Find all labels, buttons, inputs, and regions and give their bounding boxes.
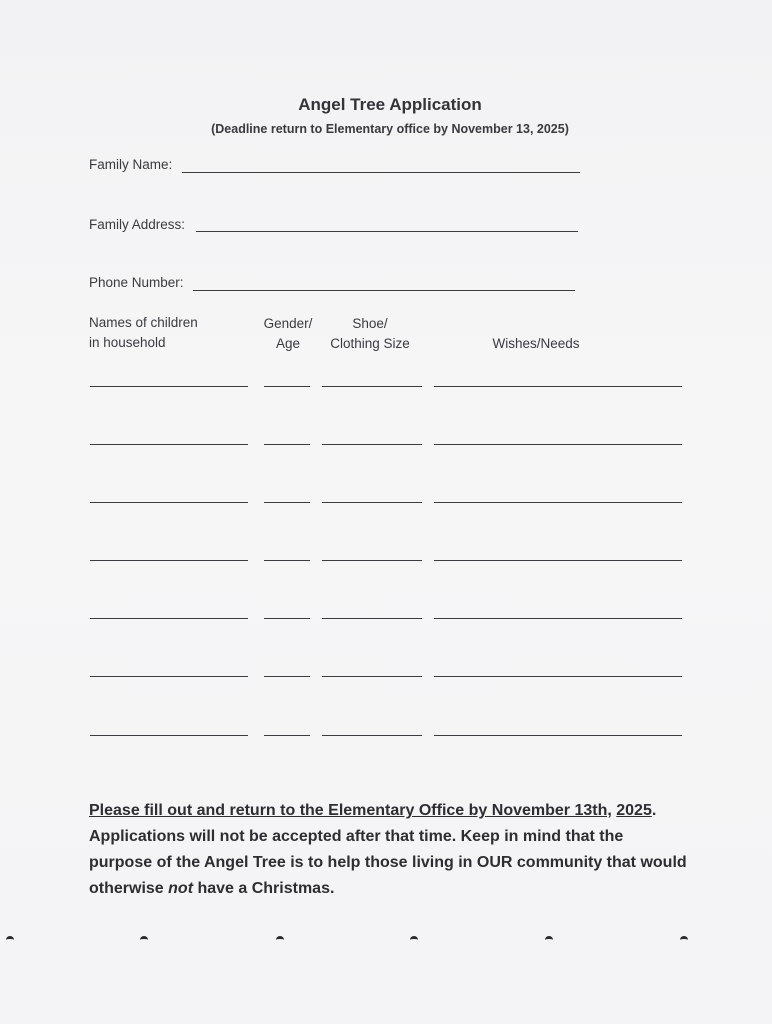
family-address-label: Family Address: — [89, 217, 186, 232]
row-1-wishes-line[interactable] — [434, 386, 682, 387]
row-7-name-line[interactable] — [90, 735, 248, 736]
gender-header-line1: Gender/ — [263, 316, 313, 331]
row-3-size-line[interactable] — [322, 502, 422, 503]
row-3-wishes-line[interactable] — [434, 502, 682, 503]
row-2-wishes-line[interactable] — [434, 444, 682, 445]
perforation-mark — [6, 936, 14, 944]
note-text-part2: have a Christmas. — [193, 880, 335, 897]
row-6-name-line[interactable] — [90, 676, 248, 677]
phone-number-line[interactable] — [193, 290, 575, 291]
gender-age-column-header — [258, 314, 318, 354]
row-1-size-line[interactable] — [322, 386, 422, 387]
wishes-column-header: Wishes/Needs — [492, 336, 580, 351]
row-4-wishes-line[interactable] — [434, 560, 682, 561]
note-emphasis: not — [168, 880, 194, 897]
names-header-line2: in household — [89, 335, 166, 350]
row-2-name-line[interactable] — [90, 444, 248, 445]
row-3-name-line[interactable] — [90, 502, 248, 503]
row-7-wishes-line[interactable] — [434, 735, 682, 736]
row-1-gender-line[interactable] — [264, 386, 310, 387]
perforation-mark — [276, 936, 284, 944]
family-name-label: Family Name: — [89, 157, 173, 172]
row-6-wishes-line[interactable] — [434, 676, 682, 677]
row-5-wishes-line[interactable] — [434, 618, 682, 619]
row-2-size-line[interactable] — [322, 444, 422, 445]
family-address-line[interactable] — [196, 231, 578, 232]
form-deadline-subtitle: (Deadline return to Elementary office by November 13, 2025) — [211, 122, 569, 136]
perforation-mark — [545, 936, 553, 944]
instructions-note — [89, 798, 689, 902]
row-7-gender-line[interactable] — [264, 735, 310, 736]
row-6-gender-line[interactable] — [264, 676, 310, 677]
size-header-line1: Shoe/ — [352, 316, 388, 331]
row-1-name-line[interactable] — [90, 386, 248, 387]
row-5-size-line[interactable] — [322, 618, 422, 619]
row-3-gender-line[interactable] — [264, 502, 310, 503]
perforation-mark — [680, 936, 688, 944]
row-5-gender-line[interactable] — [264, 618, 310, 619]
row-4-size-line[interactable] — [322, 560, 422, 561]
note-underlined-deadline: Please fill out and return to the Elementary Office by November 13th, — [89, 802, 612, 819]
perforation-mark — [140, 936, 148, 944]
names-header-line1: Names of children — [89, 315, 198, 330]
row-7-size-line[interactable] — [322, 735, 422, 736]
family-name-line[interactable] — [182, 172, 580, 173]
note-underlined-year: 2025 — [616, 802, 652, 819]
note-text-part1: . Applications will not be accepted after that time. Keep in mind that the purpose of the Angel Tree is to help those living in OUR community that would otherwise — [89, 802, 687, 897]
names-column-header — [89, 313, 198, 353]
form-title: Angel Tree Application — [298, 95, 482, 114]
row-4-name-line[interactable] — [90, 560, 248, 561]
gender-header-line2: Age — [275, 336, 301, 351]
row-6-size-line[interactable] — [322, 676, 422, 677]
size-header-line2: Clothing Size — [330, 336, 410, 351]
size-column-header — [322, 314, 418, 354]
row-5-name-line[interactable] — [90, 618, 248, 619]
row-2-gender-line[interactable] — [264, 444, 310, 445]
phone-number-label: Phone Number: — [89, 275, 184, 290]
row-4-gender-line[interactable] — [264, 560, 310, 561]
perforation-mark — [410, 936, 418, 944]
